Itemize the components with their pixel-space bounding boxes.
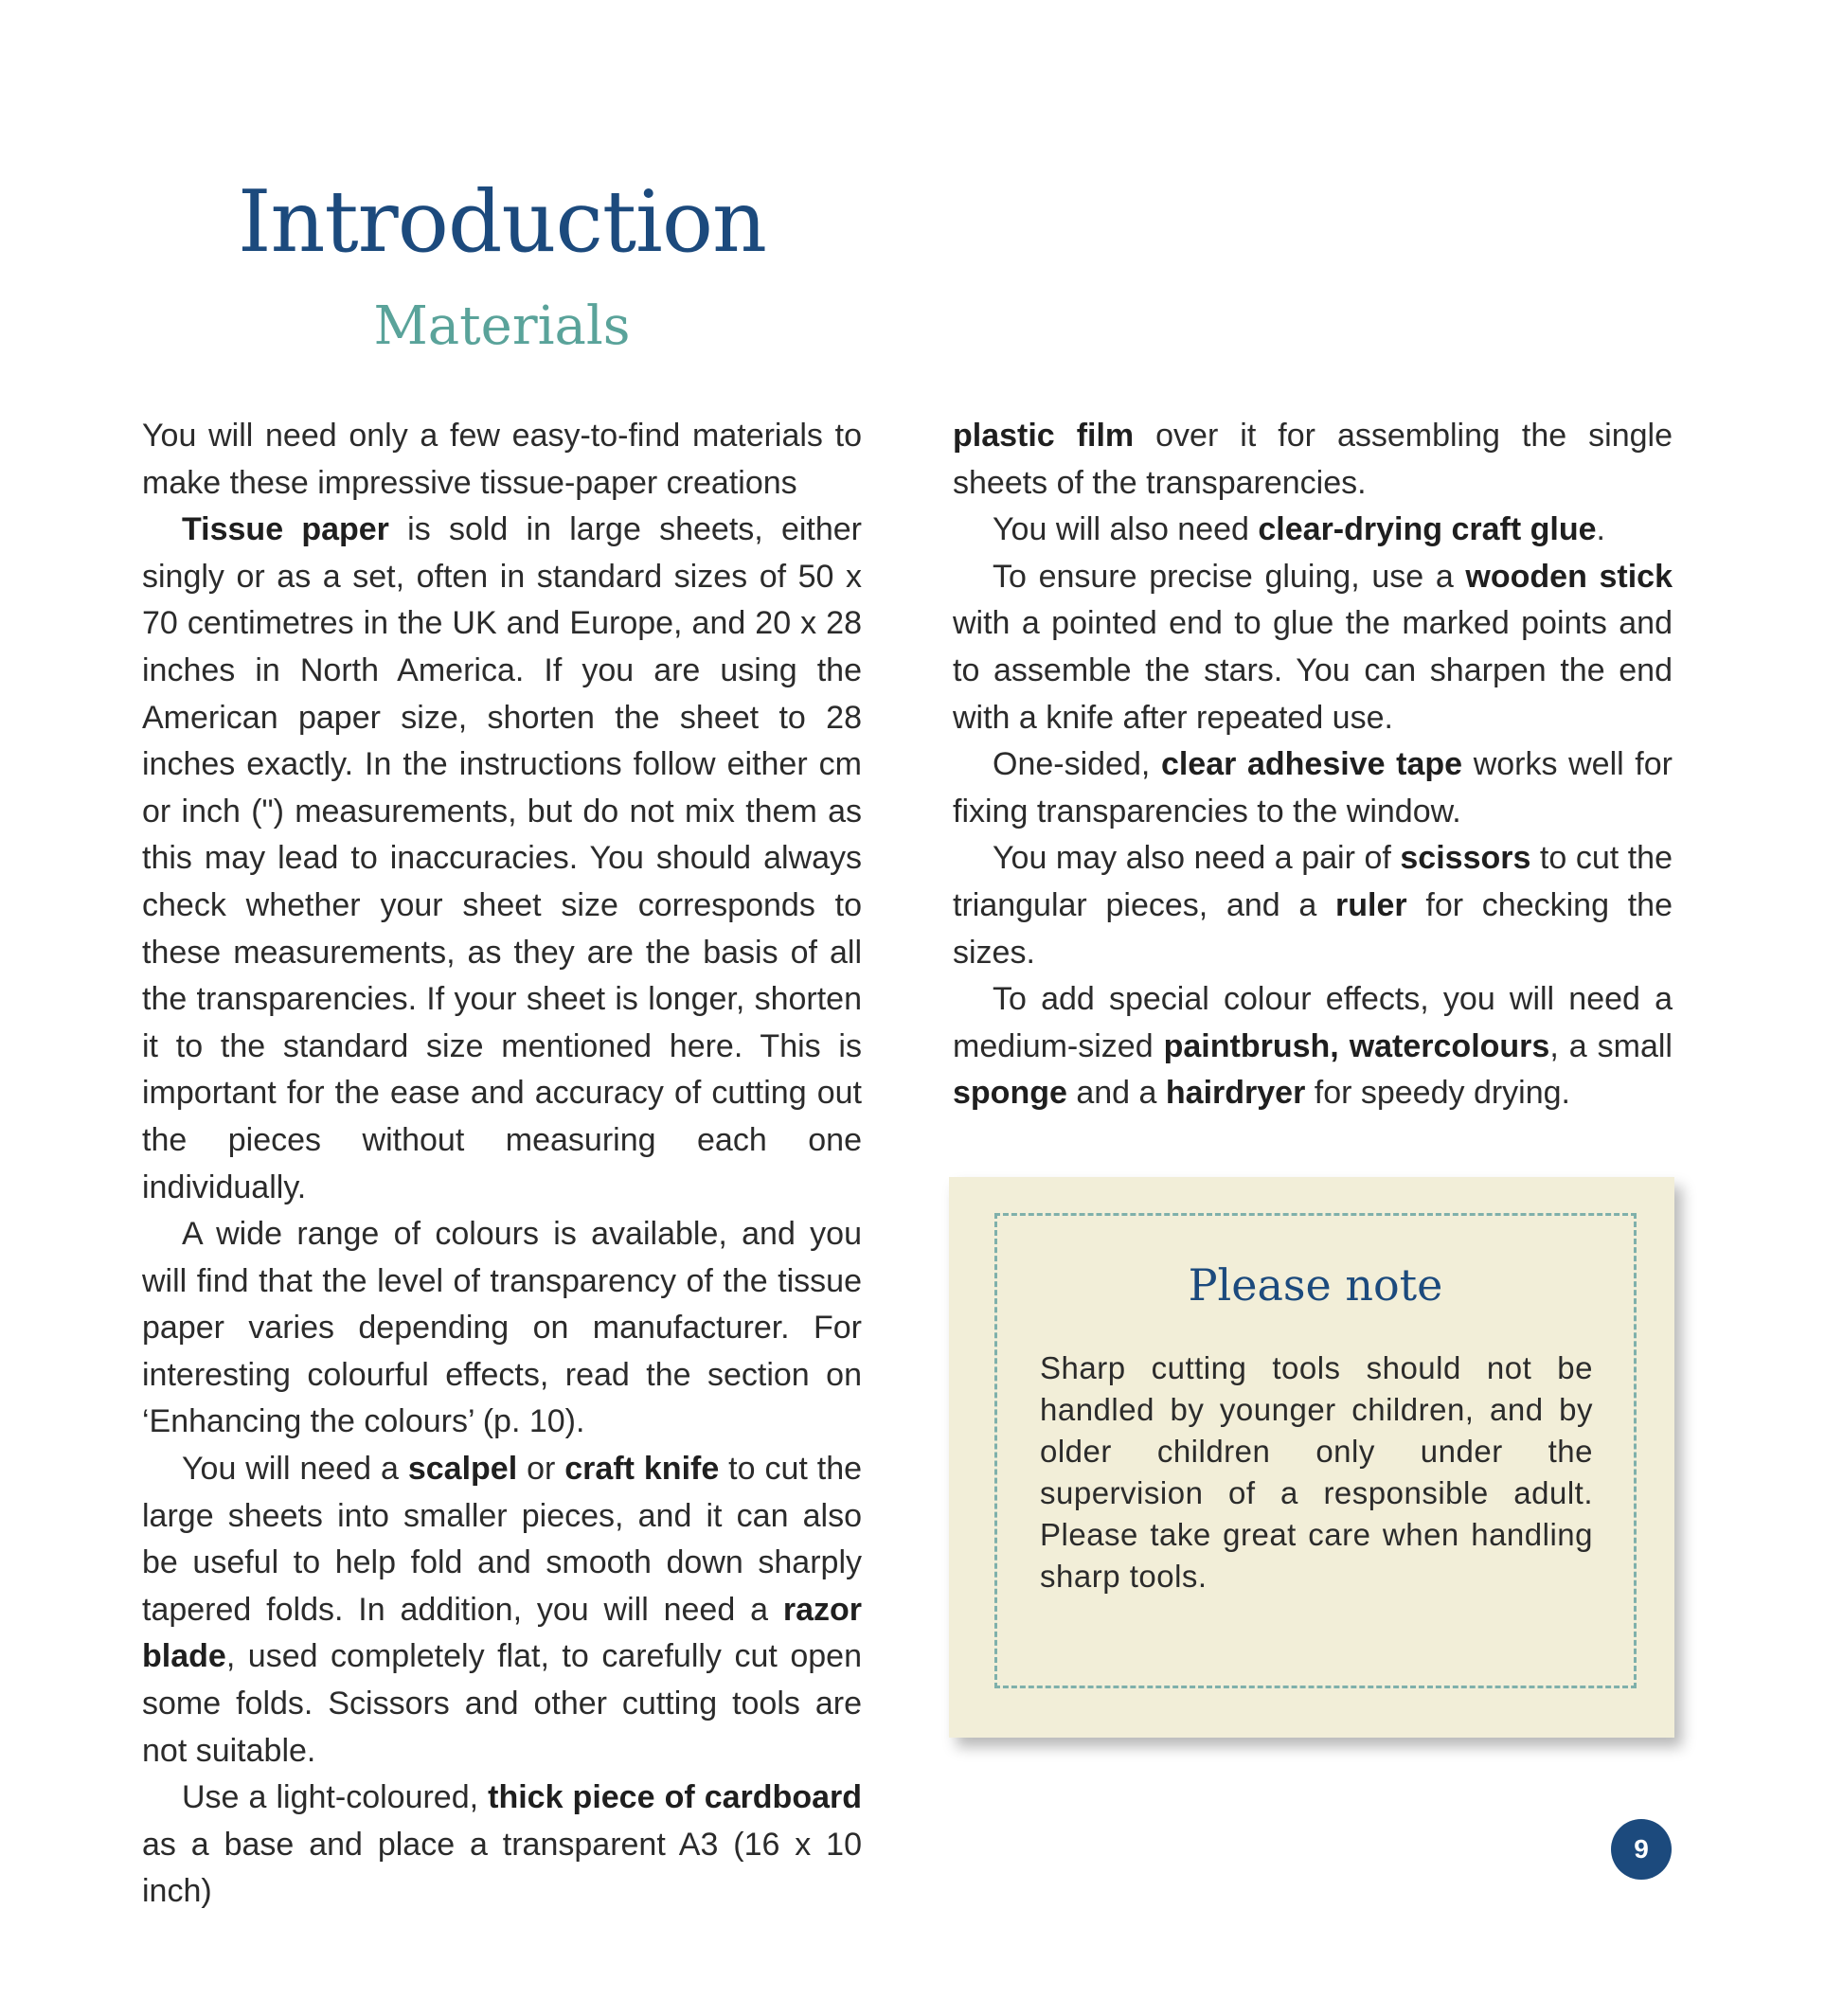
bold-term: wooden stick	[1465, 558, 1673, 595]
paragraph	[953, 507, 1673, 554]
paragraph: A wide range of colours is available, and you will find that the level of transparency of the tissue paper varies depending on manufacturer. For interesting colourful effects, read the section on ‘Enhancing the colours’ (p. 10).	[142, 1216, 862, 1440]
bold-term: razor blade	[142, 1591, 862, 1675]
bold-term: paintbrush, watercolours	[1163, 1027, 1550, 1064]
paragraph-text: You will also need	[993, 511, 1259, 548]
left-text-column	[142, 413, 862, 1916]
paragraph	[953, 835, 1673, 976]
note-title: Please note	[1188, 1259, 1443, 1311]
bold-term: craft knife	[564, 1451, 720, 1488]
paragraph	[953, 976, 1673, 1117]
paragraph-text: Use a light-coloured,	[182, 1779, 489, 1816]
bold-term: sponge	[953, 1075, 1067, 1112]
bold-term: Tissue paper	[182, 511, 389, 548]
paragraph	[142, 507, 862, 1211]
paragraph-text: You may also need a pair of	[993, 840, 1401, 877]
paragraph-text: with a pointed end to glue the marked points and to assemble the stars. You can sharpen the end with a knife after repeated use.	[953, 605, 1673, 736]
paragraph	[142, 1775, 862, 1916]
note-text: Sharp cutting tools should not be handled by younger children, and by older children only under the supervision of a responsible adult. Please take great care when handling sharp tools.	[1040, 1350, 1593, 1594]
please-note-box	[949, 1177, 1674, 1738]
bold-term: clear-drying craft glue	[1258, 511, 1597, 548]
section-subtitle: Materials	[373, 295, 631, 357]
paragraph	[953, 554, 1673, 741]
paragraph-text: , used completely flat, to carefully cut open some folds. Scissors and other cutting tools are not suitable.	[142, 1638, 862, 1769]
bold-term: hairdryer	[1165, 1075, 1306, 1112]
page-number-badge: 9	[1611, 1819, 1672, 1880]
paragraph-text: to cut the triangular pieces, and a	[953, 840, 1673, 923]
right-text-column	[953, 413, 1673, 1117]
paragraph-text: , a small	[1549, 1027, 1673, 1064]
paragraph-text: to cut the large sheets into smaller pieces, and it can also be useful to help fold and smooth down sharply tapered folds. In addition, you will need a	[142, 1451, 863, 1628]
paragraph	[953, 741, 1673, 835]
bold-term: ruler	[1335, 886, 1407, 923]
paragraph-text: or	[517, 1451, 565, 1488]
paragraph-text: One-sided,	[993, 746, 1161, 783]
bold-term: clear adhesive tape	[1160, 746, 1463, 783]
bold-term: thick piece of cardboard	[488, 1779, 862, 1816]
bold-term: scalpel	[407, 1451, 518, 1488]
paragraph	[142, 1446, 862, 1775]
paragraph-text: To ensure precise gluing, use a	[993, 558, 1466, 595]
paragraph-text: and a	[1066, 1075, 1166, 1112]
bold-term: scissors	[1400, 840, 1531, 877]
paragraph-text: for speedy drying.	[1305, 1075, 1570, 1112]
bold-term: plastic film	[953, 418, 1135, 454]
paragraph: You will need only a few easy-to-find materials to make these impressive tissue-paper creations	[142, 418, 862, 501]
paragraph-text: You will need a	[182, 1451, 408, 1488]
paragraph	[953, 413, 1673, 507]
paragraph-text: over it for assembling the single sheets of the transparencies.	[953, 418, 1673, 501]
paragraph-text: as a base and place a transparent A3 (16 x 10 inch)	[142, 1826, 862, 1910]
paragraph-text: .	[1596, 511, 1605, 548]
paragraph-text: for checking the sizes.	[953, 886, 1673, 971]
paragraph-text: To add special colour effects, you will need a medium-sized	[953, 981, 1673, 1064]
paragraph-text: works well for fixing transparencies to the window.	[953, 746, 1673, 830]
paragraph-text: is sold in large sheets, either singly or as a set, often in standard sizes of 50 x 70 centimetres in the UK and Europe, and 20 x 28 inches in North America. If you are using the American paper size, shorten the sheet to 28 inches exactly. In the instructions follow either cm or inch (") measurements, but do not mix them as this may lead to inaccuracies. You should always check whether your sheet size corresponds to these measurements, as they are the basis of all the transparencies. If your sheet is longer, shorten it to the standard size mentioned here. This is important for the ease and accuracy of cutting out the pieces without measuring each one individually.	[142, 511, 862, 1205]
page-title: Introduction	[238, 172, 766, 272]
